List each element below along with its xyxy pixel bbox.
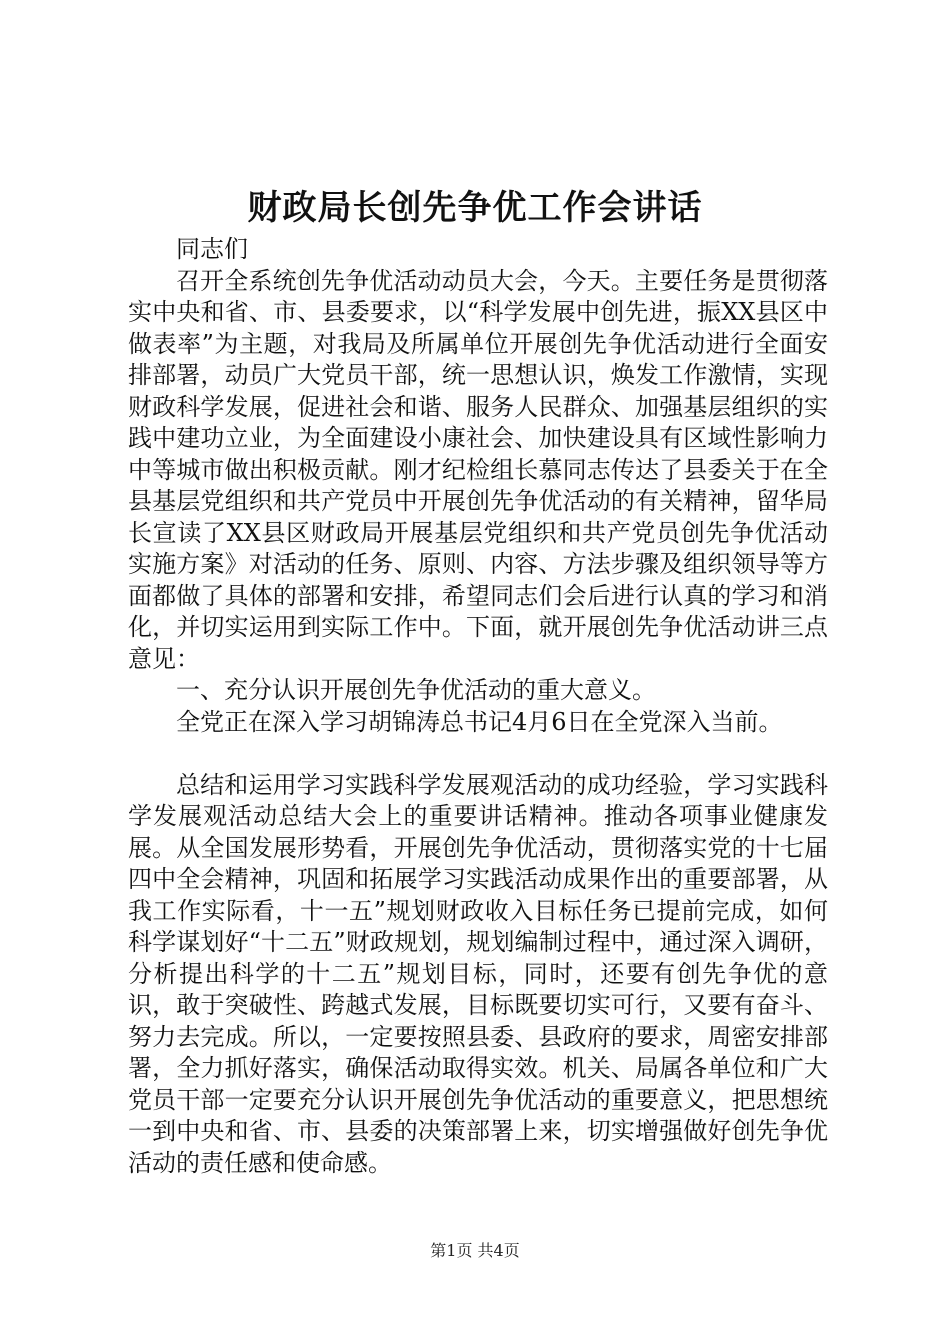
section-heading: 一、充分认识开展创先争优活动的重大意义。	[176, 676, 656, 704]
page-footer: 第1页 共4页	[430, 1241, 520, 1260]
document-title: 财政局长创先争优工作会讲话	[247, 188, 703, 228]
body-paragraph: 总结和运用学习实践科学发展观活动的成功经验，学习实践科学发展观活动总结大会上的重要讲话精神。推动各项事业健康发展。从全国发展形势看，开展创先争优活动，贯彻落实党的十七届四中全会精神，巩固和拓展学习实践活动成果作出的重要部署，从我工作实际看，十一五”规划财政收入目标任务已提前完成，如何科学谋划好“十二五”财政规划，规划编制过程中，通过深入调研，分析提出科学的十二五”规划目标，同时，还要有创先争优的意识，敢于突破性、跨越式发展，目标既要切实可行，又要有奋斗、努力去完成。所以，一定要按照县委、县政府的要求，周密安排部署，全力抓好落实，确保活动取得实效。机关、局属各单位和广大党员干部一定要充分认识开展创先争优活动的重要意义，把思想统一到中央和省、市、县委的决策部署上来，切实增强做好创先争优活动的责任感和使命感。	[128, 770, 828, 1177]
body-paragraph: 召开全系统创先争优活动动员大会，今天。主要任务是贯彻落实中央和省、市、县委要求，以“科学发展中创先进，振XX县区中做表率”为主题，对我局及所属单位开展创先争优活动进行全面安排部署，动员广大党员干部，统一思想认识，焕发工作激情，实现财政科学发展，促进社会和谐、服务人民群众、加强基层组织的实践中建功立业，为全面建设小康社会、加快建设具有区域性影响力中等城市做出积极贡献。刚才纪检组长慕同志传达了县委关于在全县基层党组织和共产党员中开展创先争优活动的有关精神，留华局长宣读了XX县区财政局开展基层党组织和共产党员创先争优活动实施方案》对活动的任务、原则、内容、方法步骤及组织领导等方面都做了具体的部署和安排，希望同志们会后进行认真的学习和消化，并切实运用到实际工作中。下面，就开展创先争优活动讲三点意见：	[128, 266, 828, 673]
document-body	[128, 234, 828, 1179]
salutation-paragraph: 同志们	[176, 235, 248, 263]
body-paragraph: 全党正在深入学习胡锦涛总书记4月6日在全党深入当前。	[176, 707, 783, 736]
